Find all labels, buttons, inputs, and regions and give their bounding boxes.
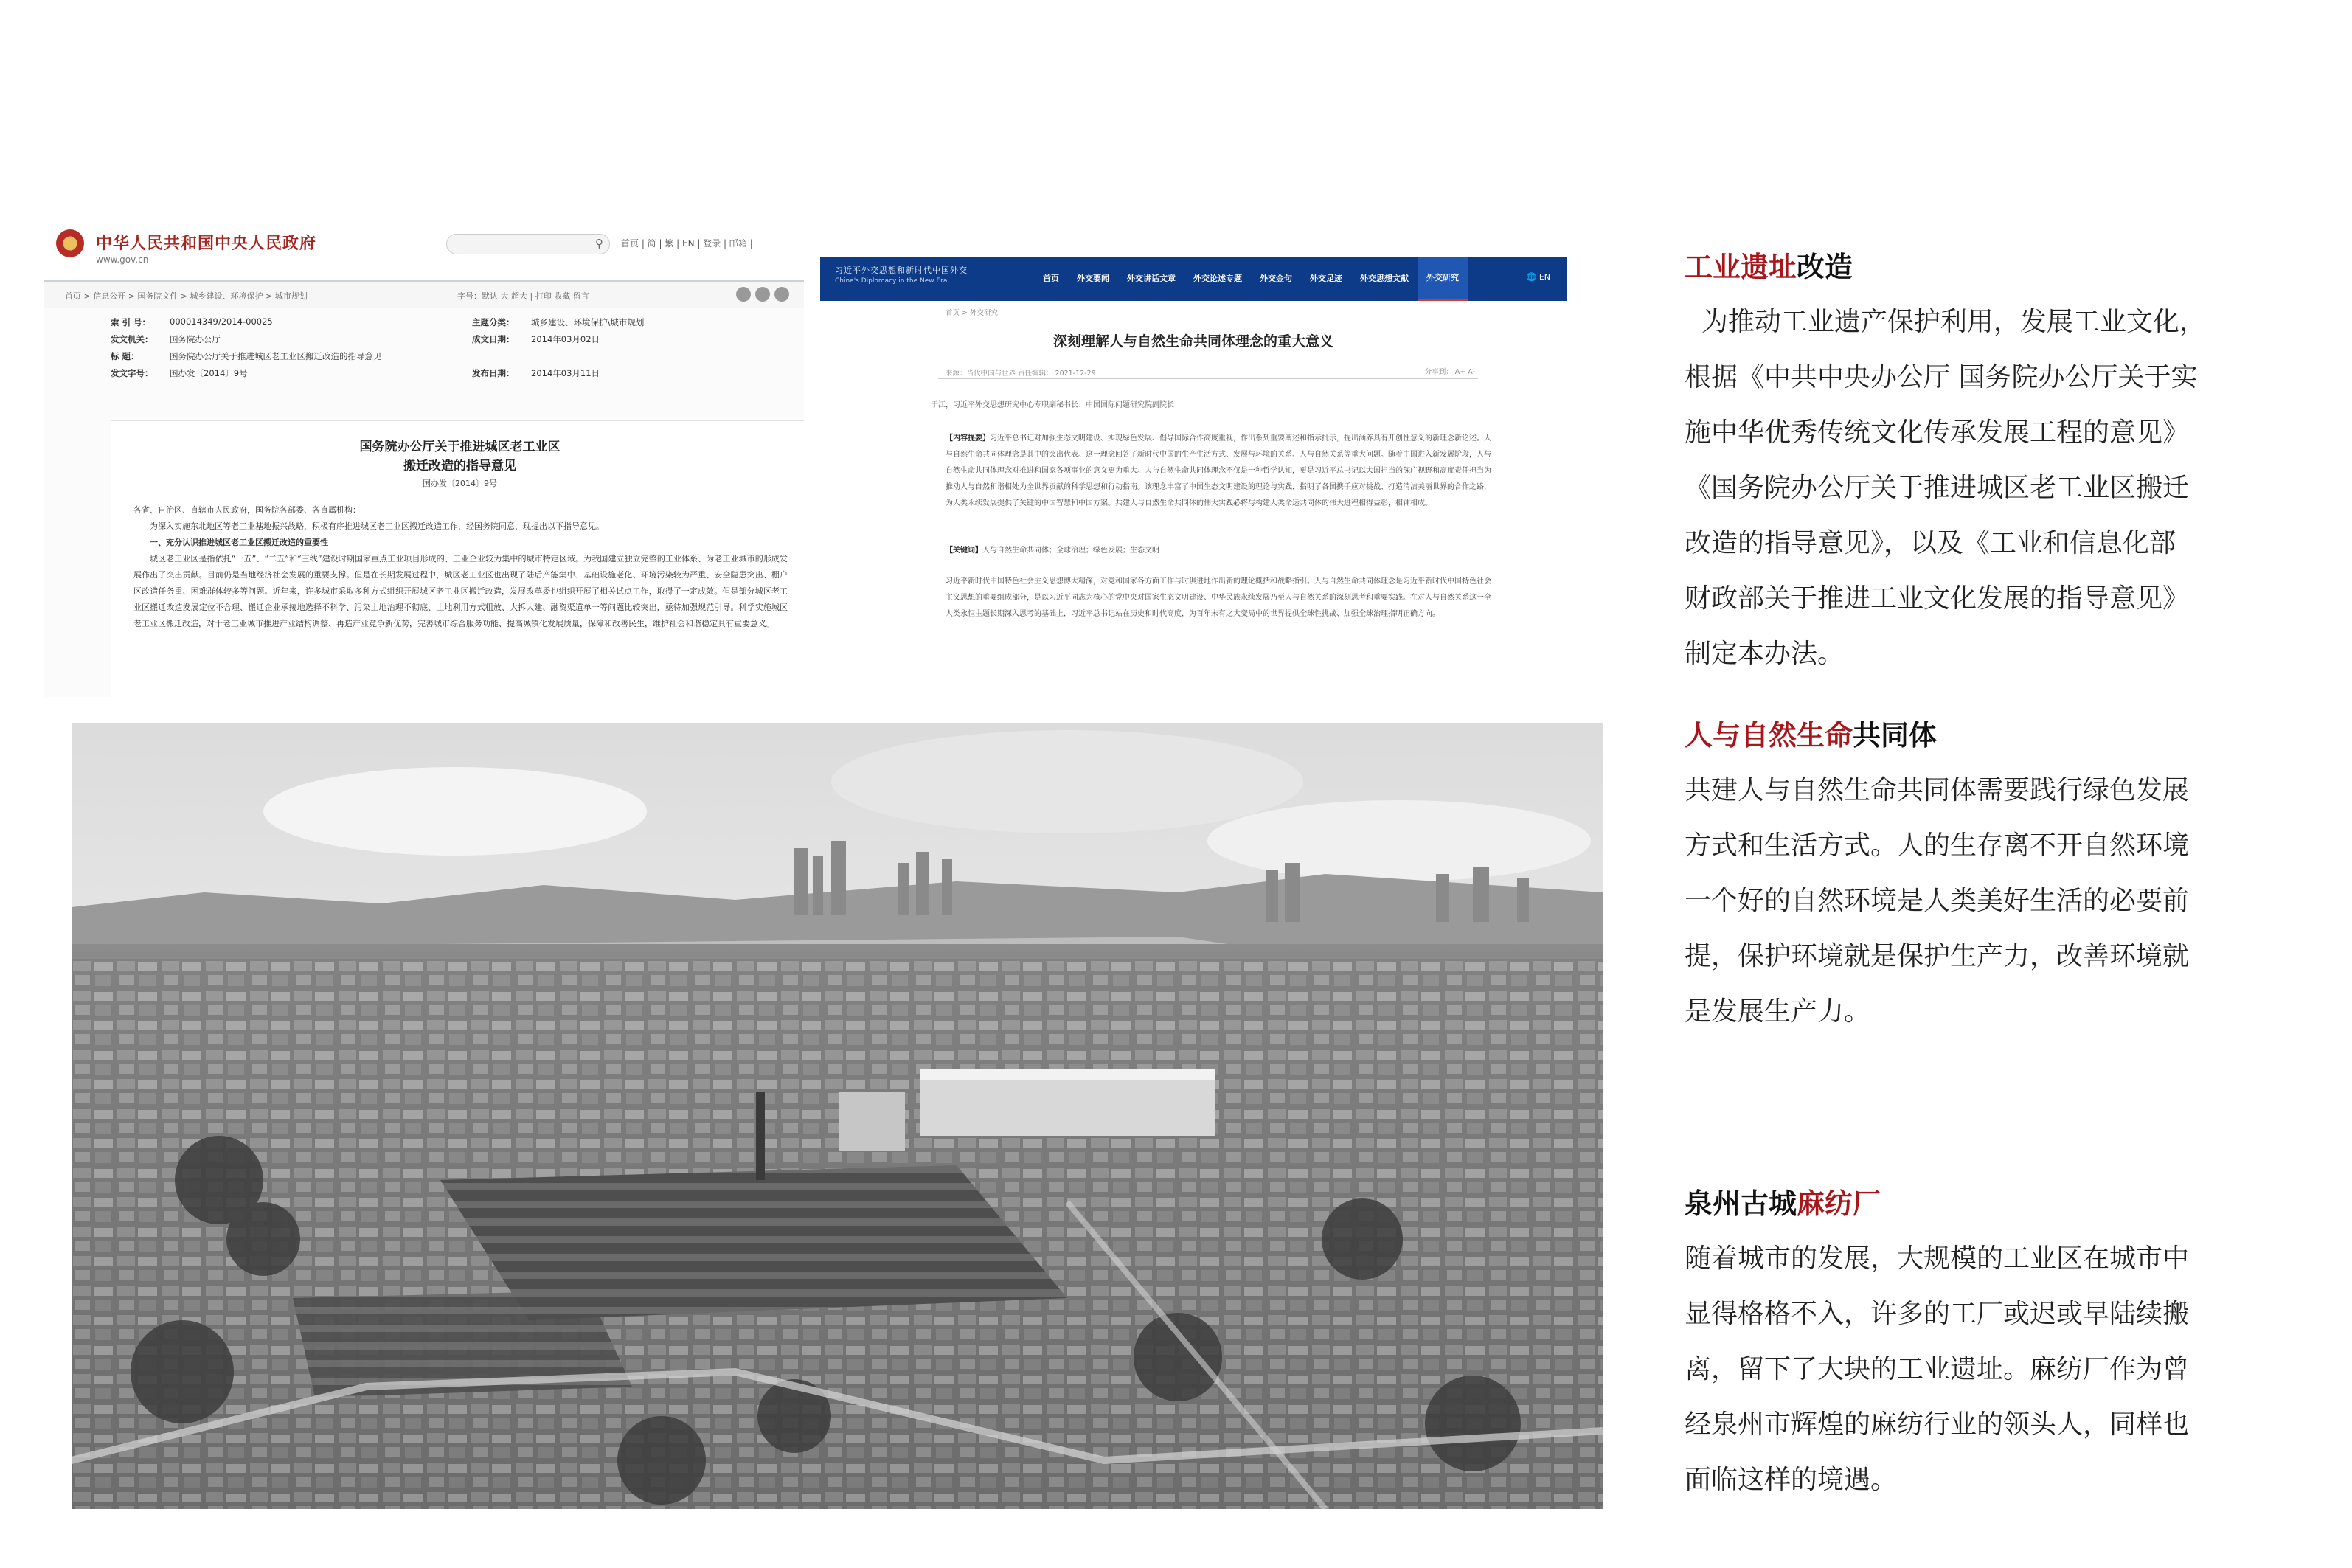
meta-value: 城乡建设、环境保护\城市规划: [531, 317, 645, 327]
gov-search-input[interactable]: [446, 234, 610, 254]
meta-value: 000014349/2014-00025: [170, 316, 273, 327]
menu-item[interactable]: 外交讲话文章: [1127, 274, 1176, 283]
section-title: [1685, 715, 2267, 755]
fm-menu: [1034, 257, 1468, 301]
body-line: 财政部关于推进工业文化发展的指导意见》: [1685, 583, 2190, 614]
meta-value: 国办发〔2014〕9号: [170, 368, 248, 378]
menu-item[interactable]: 外交论述专题: [1193, 274, 1242, 283]
fm-site-name[interactable]: 习近平外交思想和新时代中国外交: [835, 266, 968, 275]
body-line: 共建人与自然生命共同体需要践行绿色发展: [1685, 775, 2190, 805]
meta-value: 2014年03月02日: [531, 334, 600, 344]
gov-top-links[interactable]: 首页 | 简 | 繁 | EN | 登录 | 邮箱 |: [621, 238, 753, 249]
language-label: EN: [1538, 272, 1550, 282]
menu-item[interactable]: 首页: [1043, 274, 1059, 283]
gov-site-url: www.gov.cn: [96, 254, 149, 265]
menu-item[interactable]: 外交足迹: [1310, 274, 1342, 283]
title-red-part: 人与自然生命: [1685, 719, 1853, 752]
meta-value: 国务院办公厅关于推进城区老工业区搬迁改造的指导意见: [170, 351, 382, 361]
section-title: [1685, 247, 2267, 287]
meta-row: [111, 364, 804, 381]
paragraph: 各省、自治区、直辖市人民政府，国务院各部委、各直属机构：: [133, 505, 361, 515]
share-icons[interactable]: [732, 287, 789, 304]
breadcrumb[interactable]: 首页 > 信息公开 > 国务院文件 > 城乡建设、环境保护 > 城市规划: [65, 291, 308, 301]
meta-key: 主题分类：: [472, 317, 515, 327]
section-body: [1685, 763, 2267, 1039]
aerial-photo-illustration: [72, 723, 1603, 1509]
font-size-controls[interactable]: 分享到： A+ A-: [1424, 368, 1475, 376]
paragraph: 城区老工业区是指依托“一五”、“二五”和“三线”建设时期国家重点工业项目形成的、工业企业较为集中的城市特定区域。为我国建立独立完整的工业体系、为老工业城市的形成发展作出了突出贡献。目前仍是当地经济社会发展的重要支撑。但是在长期发展过程中，城区老工业区也出现了陆后产能集中、基础设施老化、环境污染较为严重、安全隐患突出、棚户区改造任务重、困难群体较多等问题。近年来，许多城市采取多种方式组织开展城区老工业区搬迁改造，发展改革委也组织开展了相关试点工作，取得了一定成效。但是部分城区老工业区搬迁改造发展定位不合理、搬迁企业承接地选择不科学、污染土地治理不彻底、土地利用方式粗放、大拆大建、融资渠道单一等问题比较突出，亟待加强规范引导。科学实施城区老工业区搬迁改造，对于老工业城市推进产业结构调整、再造产业竞争新优势，完善城市综合服务功能、提高城镇化发展质量，保障和改善民生，维护社会和谐稳定具有重要意义。: [133, 554, 788, 628]
document-title: [111, 437, 804, 476]
language-switch[interactable]: [1527, 272, 1550, 282]
title-black-part: 泉州古城: [1685, 1187, 1797, 1220]
body-line: 施中华优秀传统文化传承发展工程的意见》: [1685, 417, 2190, 448]
abstract-label: 【内容提要】: [946, 434, 990, 443]
body-line: 改造的指导意见》，以及《工业和信息化部: [1685, 528, 2176, 558]
section-body: [1685, 294, 2267, 681]
qzone-share-icon[interactable]: [774, 287, 789, 302]
title-red-part: 工业遗址: [1685, 251, 1797, 283]
body-line: 经泉州市辉煌的麻纺行业的领头人，同样也: [1685, 1409, 2190, 1440]
article-main-text: 习近平新时代中国特色社会主义思想博大精深，对党和国家各方面工作与时俱进地作出新的理论概括和战略指引。人与自然生命共同体理念是习近平新时代中国特色社会主义思想的重要组成部分，是以习近平同志为核心的党中央对国家生态文明建设、中华民族永续发展乃至人与自然关系的深刻思考和重要实践。在对人与自然关系这一全人类永恒主题长期深入思考的基础上，习近平总书记站在历史和时代高度，为百年未有之大变局中的世界提供全球性挑战、加强全球治理指明正确方向。: [946, 577, 1491, 618]
article-keywords: [946, 543, 1491, 559]
body-line: 显得格格不入，许多的工厂或迟或早陆续搬: [1685, 1299, 2190, 1329]
article-abstract: [946, 431, 1491, 512]
meta-key: 发文机关：: [111, 334, 153, 344]
meta-key: 发布日期：: [472, 368, 515, 378]
font-size-tools[interactable]: 字号：默认 大 超大 | 打印 收藏 留言: [457, 291, 589, 301]
meta-value: 国务院办公厅: [170, 334, 221, 344]
article-author: 于江，习近平外交思想研究中心专职副秘书长、中国国际问题研究院副院长: [931, 401, 1174, 409]
menu-item-active[interactable]: 外交研究: [1418, 257, 1468, 301]
document-title-line: 国务院办公厅关于推进城区老工业区: [359, 440, 561, 454]
document-title-line: 搬迁改造的指导意见: [403, 459, 516, 473]
body-line: 制定本办法。: [1685, 639, 1845, 669]
document-body-panel: [111, 420, 804, 697]
weibo-share-icon[interactable]: [736, 287, 751, 302]
body-line: 方式和生活方式。人的生存离不开自然环境: [1685, 830, 2190, 861]
meta-row: [111, 313, 804, 330]
menu-item[interactable]: 外交金句: [1260, 274, 1292, 283]
body-line: 根据《中共中央办公厅 国务院办公厅关于实: [1685, 362, 2198, 392]
body-line: 《国务院办公厅关于推进城区老工业区搬迁: [1685, 473, 2190, 503]
meta-value: 2014年03月11日: [531, 368, 600, 378]
meta-key: 成文日期：: [472, 334, 515, 344]
body-line: 离，留下了大块的工业遗址。麻纺厂作为曾: [1685, 1354, 2190, 1384]
body-line: 面临这样的境遇。: [1685, 1465, 1898, 1495]
body-line: 为推动工业遗产保护利用，发展工业文化，: [1685, 307, 2206, 337]
title-red-part: 麻纺厂: [1797, 1187, 1881, 1220]
globe-icon: 🌐: [1526, 272, 1537, 282]
document-text: [133, 502, 788, 632]
fm-site-name-en: China's Diplomacy in the New Era: [835, 277, 948, 285]
section-body: [1685, 1231, 2267, 1508]
title-black-part: 改造: [1797, 251, 1853, 283]
gov-document-screenshot: [44, 225, 804, 697]
aerial-city-photo: [72, 723, 1603, 1509]
document-number: 国办发〔2014〕9号: [423, 479, 497, 488]
meta-row: [111, 330, 804, 347]
article-info: 来源：当代中国与世界 责任编辑： 2021-12-29: [946, 370, 1096, 378]
section-quanzhou-mill: [1685, 1184, 2267, 1508]
diplomacy-article-screenshot: [820, 257, 1567, 684]
gov-breadcrumb-bar: [44, 282, 804, 308]
wechat-share-icon[interactable]: [755, 287, 770, 302]
meta-key: 索 引 号：: [111, 317, 151, 327]
gov-site-title[interactable]: 中华人民共和国中央人民政府: [96, 235, 317, 253]
meta-key: 标 题：: [111, 351, 139, 361]
section-life-community: [1685, 715, 2267, 1039]
search-icon[interactable]: ⚲: [595, 237, 603, 250]
body-line: 随着城市的发展，大规模的工业区在城市中: [1685, 1243, 2190, 1274]
menu-item[interactable]: 外交思想文献: [1360, 274, 1409, 283]
divider: [938, 378, 1478, 379]
keywords-label: 【关键词】: [946, 547, 982, 555]
abstract-text: 习近平总书记对加强生态文明建设、实现绿色发展、倡导国际合作高度重视，作出系列重要阐述和指示批示，提出涵养具有开创性意义的新理念新论述。人与自然生命共同体理念是其中的突出代表。这一理念回答了新时代中国的生产生活方式、发展与环境的关系、人与自然关系等重大问题。随着中国进入新发展阶段，人与自然生命共同体理念对推进和国家各项事业的意义更为重大。人与自然生命共同体理念不仅是一种哲学认知，更是习近平总书记以大国担当的深广视野和高度责任担当为推动人与自然和谐相处为全世界贡献的科学思想和行动指南。该理念丰富了中国生态文明建设的理论与实践，指明了各国携手应对挑战、打造清洁美丽世界的合作之路，为人类永续发展提供了关键的中国智慧和中国方案。共建人与自然生命共同体的伟大实践必将与构建人类命运共同体的伟大进程相得益彰，相辅相成。: [946, 434, 1491, 507]
body-line: 是发展生产力。: [1685, 996, 1871, 1027]
document-meta-table: [111, 313, 804, 381]
menu-item[interactable]: 外交要闻: [1077, 274, 1109, 283]
paragraph: 为深入实施东北地区等老工业基地振兴战略，积极有序推进城区老工业区搬迁改造工作，经国务院同意，现提出以下指导意见。: [150, 521, 604, 531]
body-line: 一个好的自然环境是人类美好生活的必要前: [1685, 886, 2190, 916]
fm-breadcrumb[interactable]: 首页 > 外交研究: [946, 309, 998, 317]
meta-row: [111, 347, 804, 364]
title-black-part: 共同体: [1853, 719, 1938, 752]
fm-top-nav: [820, 257, 1567, 301]
meta-key: 发文字号：: [111, 368, 153, 378]
gov-header: [44, 225, 804, 282]
article-title: 深刻理解人与自然生命共同体理念的重大意义: [1052, 333, 1333, 350]
section-title: [1685, 1184, 2267, 1224]
keywords-text: 人与自然生命共同体；全球治理；绿色发展；生态文明: [982, 547, 1159, 555]
section-industrial-heritage: [1685, 247, 2267, 681]
national-emblem-icon: [56, 229, 84, 257]
section-heading: 一、充分认识推进城区老工业区搬迁改造的重要性: [150, 538, 328, 547]
body-line: 提，保护环境就是保护生产力，改善环境就: [1685, 941, 2190, 971]
